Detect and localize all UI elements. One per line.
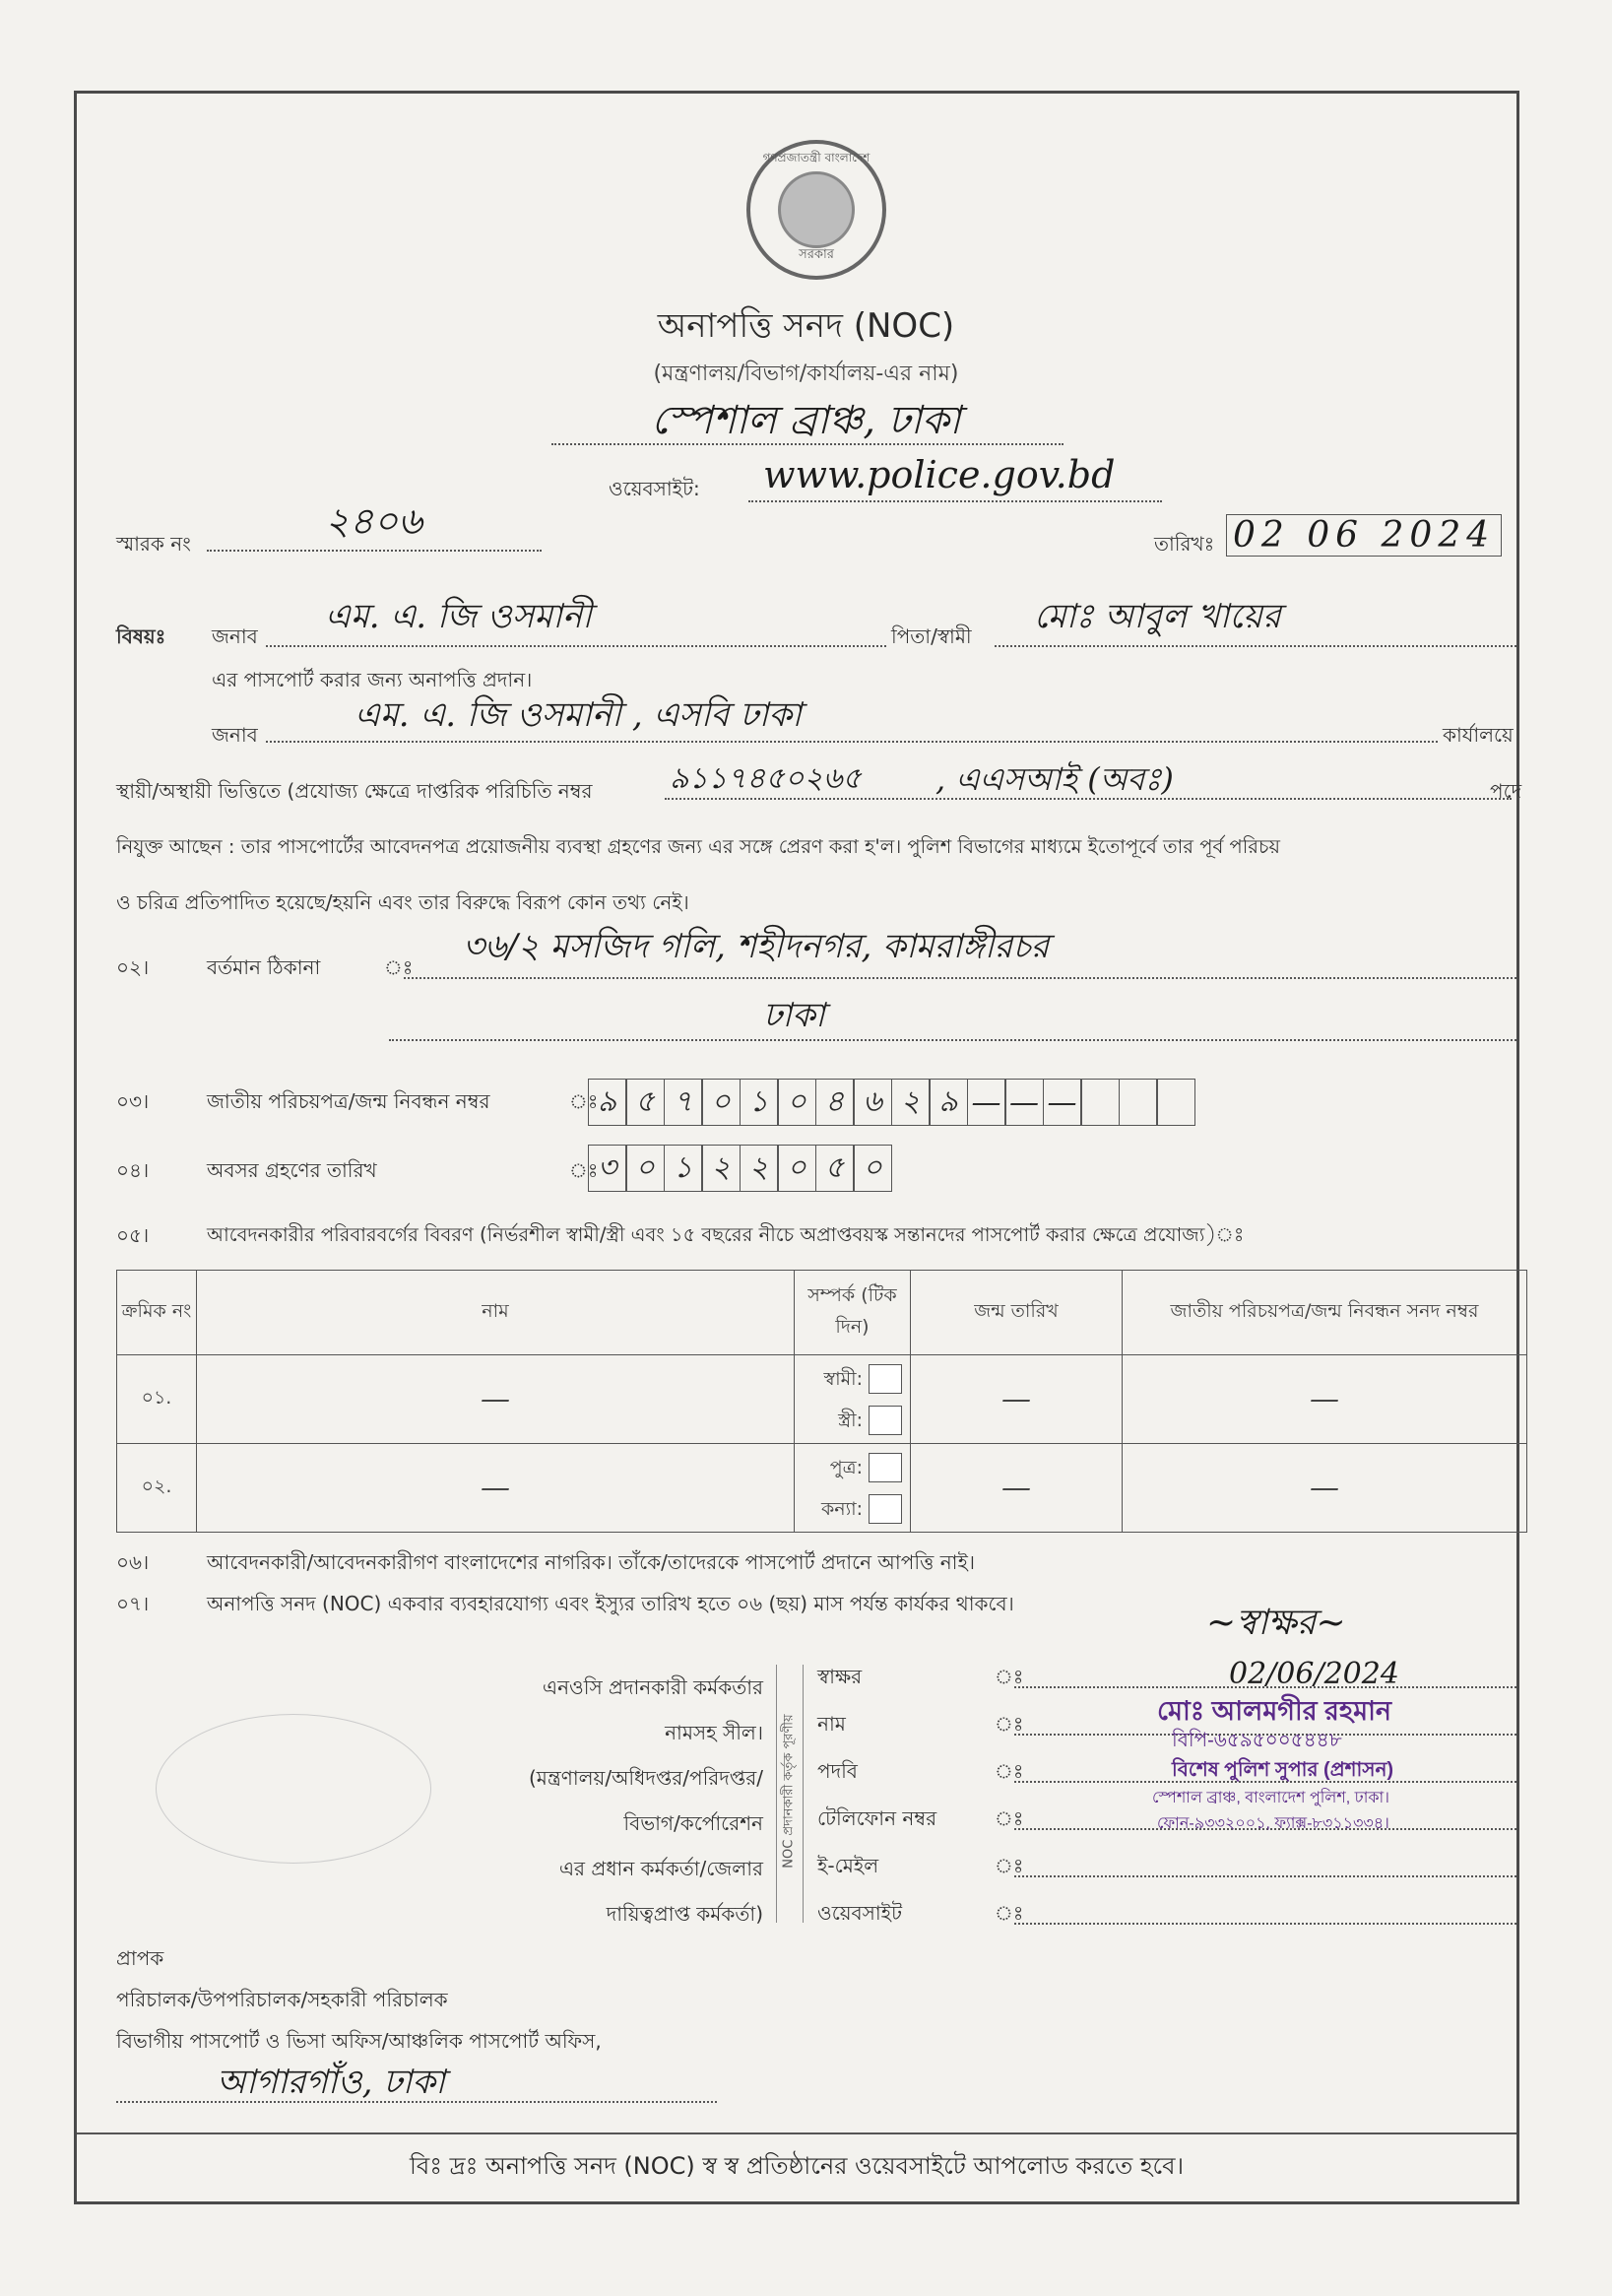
- memo-label: স্মারক নং: [116, 532, 191, 556]
- stamp-bp: বিপি-৬৫৯৫০০৫৪৪৮: [1172, 1730, 1342, 1751]
- recipient-value: আগারগাঁও, ঢাকা: [217, 2063, 446, 2102]
- paragraph-2: ও চরিত্র প্রতিপাদিত হয়েছে/হয়নি এবং তার বিরুদ্ধে বিরূপ কোন তথ্য নেই।: [116, 890, 689, 914]
- rank-value: , এএসআই (অবঃ): [935, 760, 1174, 798]
- document-title: অনাপত্তি সনদ (NOC): [657, 306, 955, 346]
- item-02-label: বর্তমান ঠিকানা: [207, 955, 321, 979]
- wife-checkbox[interactable]: [869, 1406, 902, 1435]
- memo-value: ২৪০৬: [325, 499, 422, 543]
- father-name: মোঃ আবুল খায়ের: [1034, 597, 1281, 636]
- row-dob: —: [911, 1444, 1123, 1533]
- paragraph-1: নিযুক্ত আছেন : তার পাসপোর্টের আবেদনপত্র প্রয়োজনীয় ব্যবস্থা গ্রহণের জন্য এর সঙ্গে প্রেরণ করা হ'ল। পুলিশ বিভাগের মাধ্যমে ইতোপূর্বে তার পূর্ব পরিচয়: [116, 835, 1281, 858]
- map-emblem-icon: [778, 171, 855, 248]
- subject-label: বিষয়ঃ: [116, 624, 166, 648]
- seal-top-text: গণপ্রজাতন্ত্রী বাংলাদেশ: [762, 151, 870, 164]
- recipient-line-1: পরিচালক/উপপরিচালক/সহকারী পরিচালক: [116, 1988, 448, 2011]
- digit-box: ৯: [588, 1079, 627, 1126]
- vertical-label-box: [776, 1665, 804, 1923]
- digit-box: —: [967, 1079, 1006, 1126]
- item-02-no: ০২।: [116, 955, 150, 979]
- digit-box: ০: [625, 1145, 665, 1192]
- digit-box: ৩: [588, 1145, 627, 1192]
- father-label: পিতা/স্বামী: [891, 624, 972, 648]
- item-05-no: ০৫।: [116, 1223, 150, 1247]
- digit-box: ০: [777, 1079, 816, 1126]
- signature-field-label: ওয়েবসাইট: [817, 1901, 902, 1925]
- stamp-phone: ফোন-৯৩৩২০০১, ফ্যাক্স-৮৩১১৩৩৪।: [1157, 1815, 1389, 1832]
- row-name: —: [197, 1355, 795, 1444]
- digit-box: ১: [740, 1079, 779, 1126]
- digit-box: —: [1004, 1079, 1044, 1126]
- janab-label: জনাব: [212, 624, 258, 648]
- digit-box: ২: [891, 1079, 931, 1126]
- item-07-no: ০৭।: [116, 1592, 150, 1615]
- document-subtitle: (মন্ত্রণালয়/বিভাগ/কার্যালয়-এর নাম): [653, 361, 959, 386]
- digit-box: ২: [701, 1145, 741, 1192]
- subject-line2: এর পাসপোর্ট করার জন্য অনাপত্তি প্রদান।: [212, 668, 533, 691]
- table-row: [117, 1355, 1527, 1444]
- col-serial: ক্রমিক নং: [117, 1271, 197, 1355]
- row-name: —: [197, 1444, 795, 1533]
- digit-box: —: [1043, 1079, 1082, 1126]
- website-value: www.police.gov.bd: [763, 453, 1116, 496]
- row-nid: —: [1123, 1444, 1527, 1533]
- row-relation: স্বামী: স্ত্রী:: [795, 1355, 911, 1444]
- signing-officer-description: এনওসি প্রদানকারী কর্মকর্তার নামসহ সীল। (মন্ত্রণালয়/অধিদপ্তর/পরিদপ্তর/ বিভাগ/কর্পোরেশন এর প্রধান কর্মকর্তা/জেলার দায়িত্বপ্রাপ্ত কর্মকর্তা): [528, 1675, 763, 1926]
- signature-field-row: টেলিফোন নম্বর ঃ: [817, 1797, 1507, 1836]
- table-row: [117, 1444, 1527, 1533]
- digit-box: [1119, 1079, 1158, 1126]
- row-dob: —: [911, 1355, 1123, 1444]
- signature-field-label: স্বাক্ষর: [817, 1665, 863, 1688]
- digit-box: ৯: [929, 1079, 968, 1126]
- digit-box: ৬: [853, 1079, 892, 1126]
- item-03-label: জাতীয় পরিচয়পত্র/জন্ম নিবন্ধন নম্বর: [207, 1089, 490, 1113]
- digit-box: ০: [853, 1145, 892, 1192]
- website-label: ওয়েবসাইট:: [609, 477, 700, 500]
- digit-box: ৫: [815, 1145, 855, 1192]
- digit-box: [1156, 1079, 1195, 1126]
- permanent-text: স্থায়ী/অস্থায়ী ভিত্তিতে (প্রযোজ্য ক্ষেত্রে দাপ্তরিক পরিচিতি নম্বর: [116, 779, 593, 803]
- applicant-name: এম. এ. জি ওসমানী: [325, 597, 593, 636]
- nid-digit-boxes: [589, 1079, 1195, 1126]
- office-name: স্পেশাল ব্রাঞ্চ, ঢাকা: [651, 398, 961, 443]
- stamp-rank: বিশেষ পুলিশ সুপার (প্রশাসন): [1172, 1759, 1394, 1781]
- janab-label-2: জনাব: [212, 723, 258, 747]
- son-checkbox[interactable]: [869, 1453, 902, 1482]
- government-seal: [746, 140, 886, 280]
- address-line-2: ঢাকা: [763, 996, 825, 1035]
- signature-field-row: স্বাক্ষর ঃ: [817, 1655, 1507, 1694]
- row-relation: পুত্র: কন্যা:: [795, 1444, 911, 1533]
- date-value: 02 06 2024: [1226, 514, 1502, 557]
- item-06-text: আবেদনকারী/আবেদনকারীগণ বাংলাদেশের নাগরিক। তাঁকে/তাদেরকে পাসপোর্ট প্রদানে আপত্তি নাই।: [207, 1550, 976, 1574]
- stamp-office: স্পেশাল ব্রাঞ্চ, বাংলাদেশ পুলিশ, ঢাকা।: [1152, 1790, 1389, 1806]
- signature-field-label: টেলিফোন নম্বর: [817, 1806, 937, 1830]
- signature-field-row: পদবি ঃ: [817, 1749, 1507, 1789]
- item-07-text: অনাপত্তি সনদ (NOC) একবার ব্যবহারযোগ্য এবং ইস্যুর তারিখ হতে ০৬ (ছয়) মাস পর্যন্ত কার্যকর থাকবে।: [207, 1592, 1014, 1615]
- item-06-no: ০৬।: [116, 1550, 150, 1574]
- seal-placeholder-oval: [156, 1714, 431, 1864]
- sign-date: 02/06/2024: [1229, 1657, 1399, 1691]
- digit-box: [1080, 1079, 1120, 1126]
- date-label: তারিখঃ: [1154, 532, 1215, 556]
- recipient-label: প্রাপক: [116, 1946, 164, 1970]
- signature-scrawl: ~স্বাক্ষর~: [1206, 1603, 1346, 1643]
- col-relation: সম্পর্ক (টিক দিন): [795, 1271, 911, 1355]
- col-dob: জন্ম তারিখ: [911, 1271, 1123, 1355]
- retirement-date-boxes: [589, 1145, 892, 1192]
- digit-box: ২: [740, 1145, 779, 1192]
- digit-box: ৫: [625, 1079, 665, 1126]
- digit-box: ৭: [664, 1079, 703, 1126]
- item-05-text: আবেদনকারীর পরিবারবর্গের বিবরণ (নির্ভরশীল স্বামী/স্ত্রী এবং ১৫ বছরের নীচে অপ্রাপ্তবয়স্ক সন্তানদের পাসপোর্ট করার ক্ষেত্রে প্রযোজ্য)ঃ: [207, 1223, 1245, 1246]
- footer-note: বিঃ দ্রঃ অনাপত্তি সনদ (NOC) স্ব স্ব প্রতিষ্ঠানের ওয়েবসাইটে আপলোড করতে হবে।: [77, 2132, 1516, 2201]
- row-nid: —: [1123, 1355, 1527, 1444]
- seal-bottom-text: সরকার: [799, 247, 834, 262]
- recipient-line-2: বিভাগীয় পাসপোর্ট ও ভিসা অফিস/আঞ্চলিক পাসপোর্ট অফিস,: [116, 2029, 602, 2053]
- post-suffix: পদে: [1490, 779, 1522, 803]
- item-04-label: অবসর গ্রহণের তারিখ: [207, 1158, 377, 1182]
- digit-box: ৪: [815, 1079, 855, 1126]
- digit-box: ১: [664, 1145, 703, 1192]
- table-header-row: [117, 1271, 1527, 1355]
- vertical-label: NOC প্রদানকারী কর্তৃক পূরণীয়: [781, 1714, 797, 1869]
- stamp-name: মোঃ আলমগীর রহমান: [1157, 1696, 1392, 1726]
- signature-field-label: নাম: [817, 1712, 846, 1736]
- signature-field-row: নাম ঃ: [817, 1702, 1507, 1741]
- address-line-1: ৩৬/২ মসজিদ গলি, শহীদনগর, কামরাঙ্গীরচর: [463, 927, 1050, 966]
- official-id: ৯১১৭৪৫০২৬৫: [670, 761, 862, 796]
- item-04-no: ০৪।: [116, 1158, 150, 1182]
- spouse-checkbox[interactable]: [869, 1364, 902, 1394]
- signature-field-row: ওয়েবসাইট ঃ: [817, 1891, 1507, 1931]
- daughter-checkbox[interactable]: [869, 1494, 902, 1524]
- row-serial: ০২.: [117, 1444, 197, 1533]
- col-nid: জাতীয় পরিচয়পত্র/জন্ম নিবন্ধন সনদ নম্বর: [1123, 1271, 1527, 1355]
- signature-field-label: পদবি: [817, 1759, 858, 1783]
- digit-box: ০: [777, 1145, 816, 1192]
- signature-field-row: ই-মেইল ঃ: [817, 1844, 1507, 1883]
- signature-field-label: ই-মেইল: [817, 1854, 879, 1877]
- office-line-name: এম. এ. জি ওসমানী , এসবি ঢাকা: [355, 695, 802, 735]
- office-suffix: কার্যালয়ে: [1443, 723, 1514, 747]
- col-name: নাম: [197, 1271, 795, 1355]
- family-table: [116, 1270, 1527, 1533]
- item-03-no: ০৩।: [116, 1089, 150, 1113]
- digit-box: ০: [701, 1079, 741, 1126]
- row-serial: ০১.: [117, 1355, 197, 1444]
